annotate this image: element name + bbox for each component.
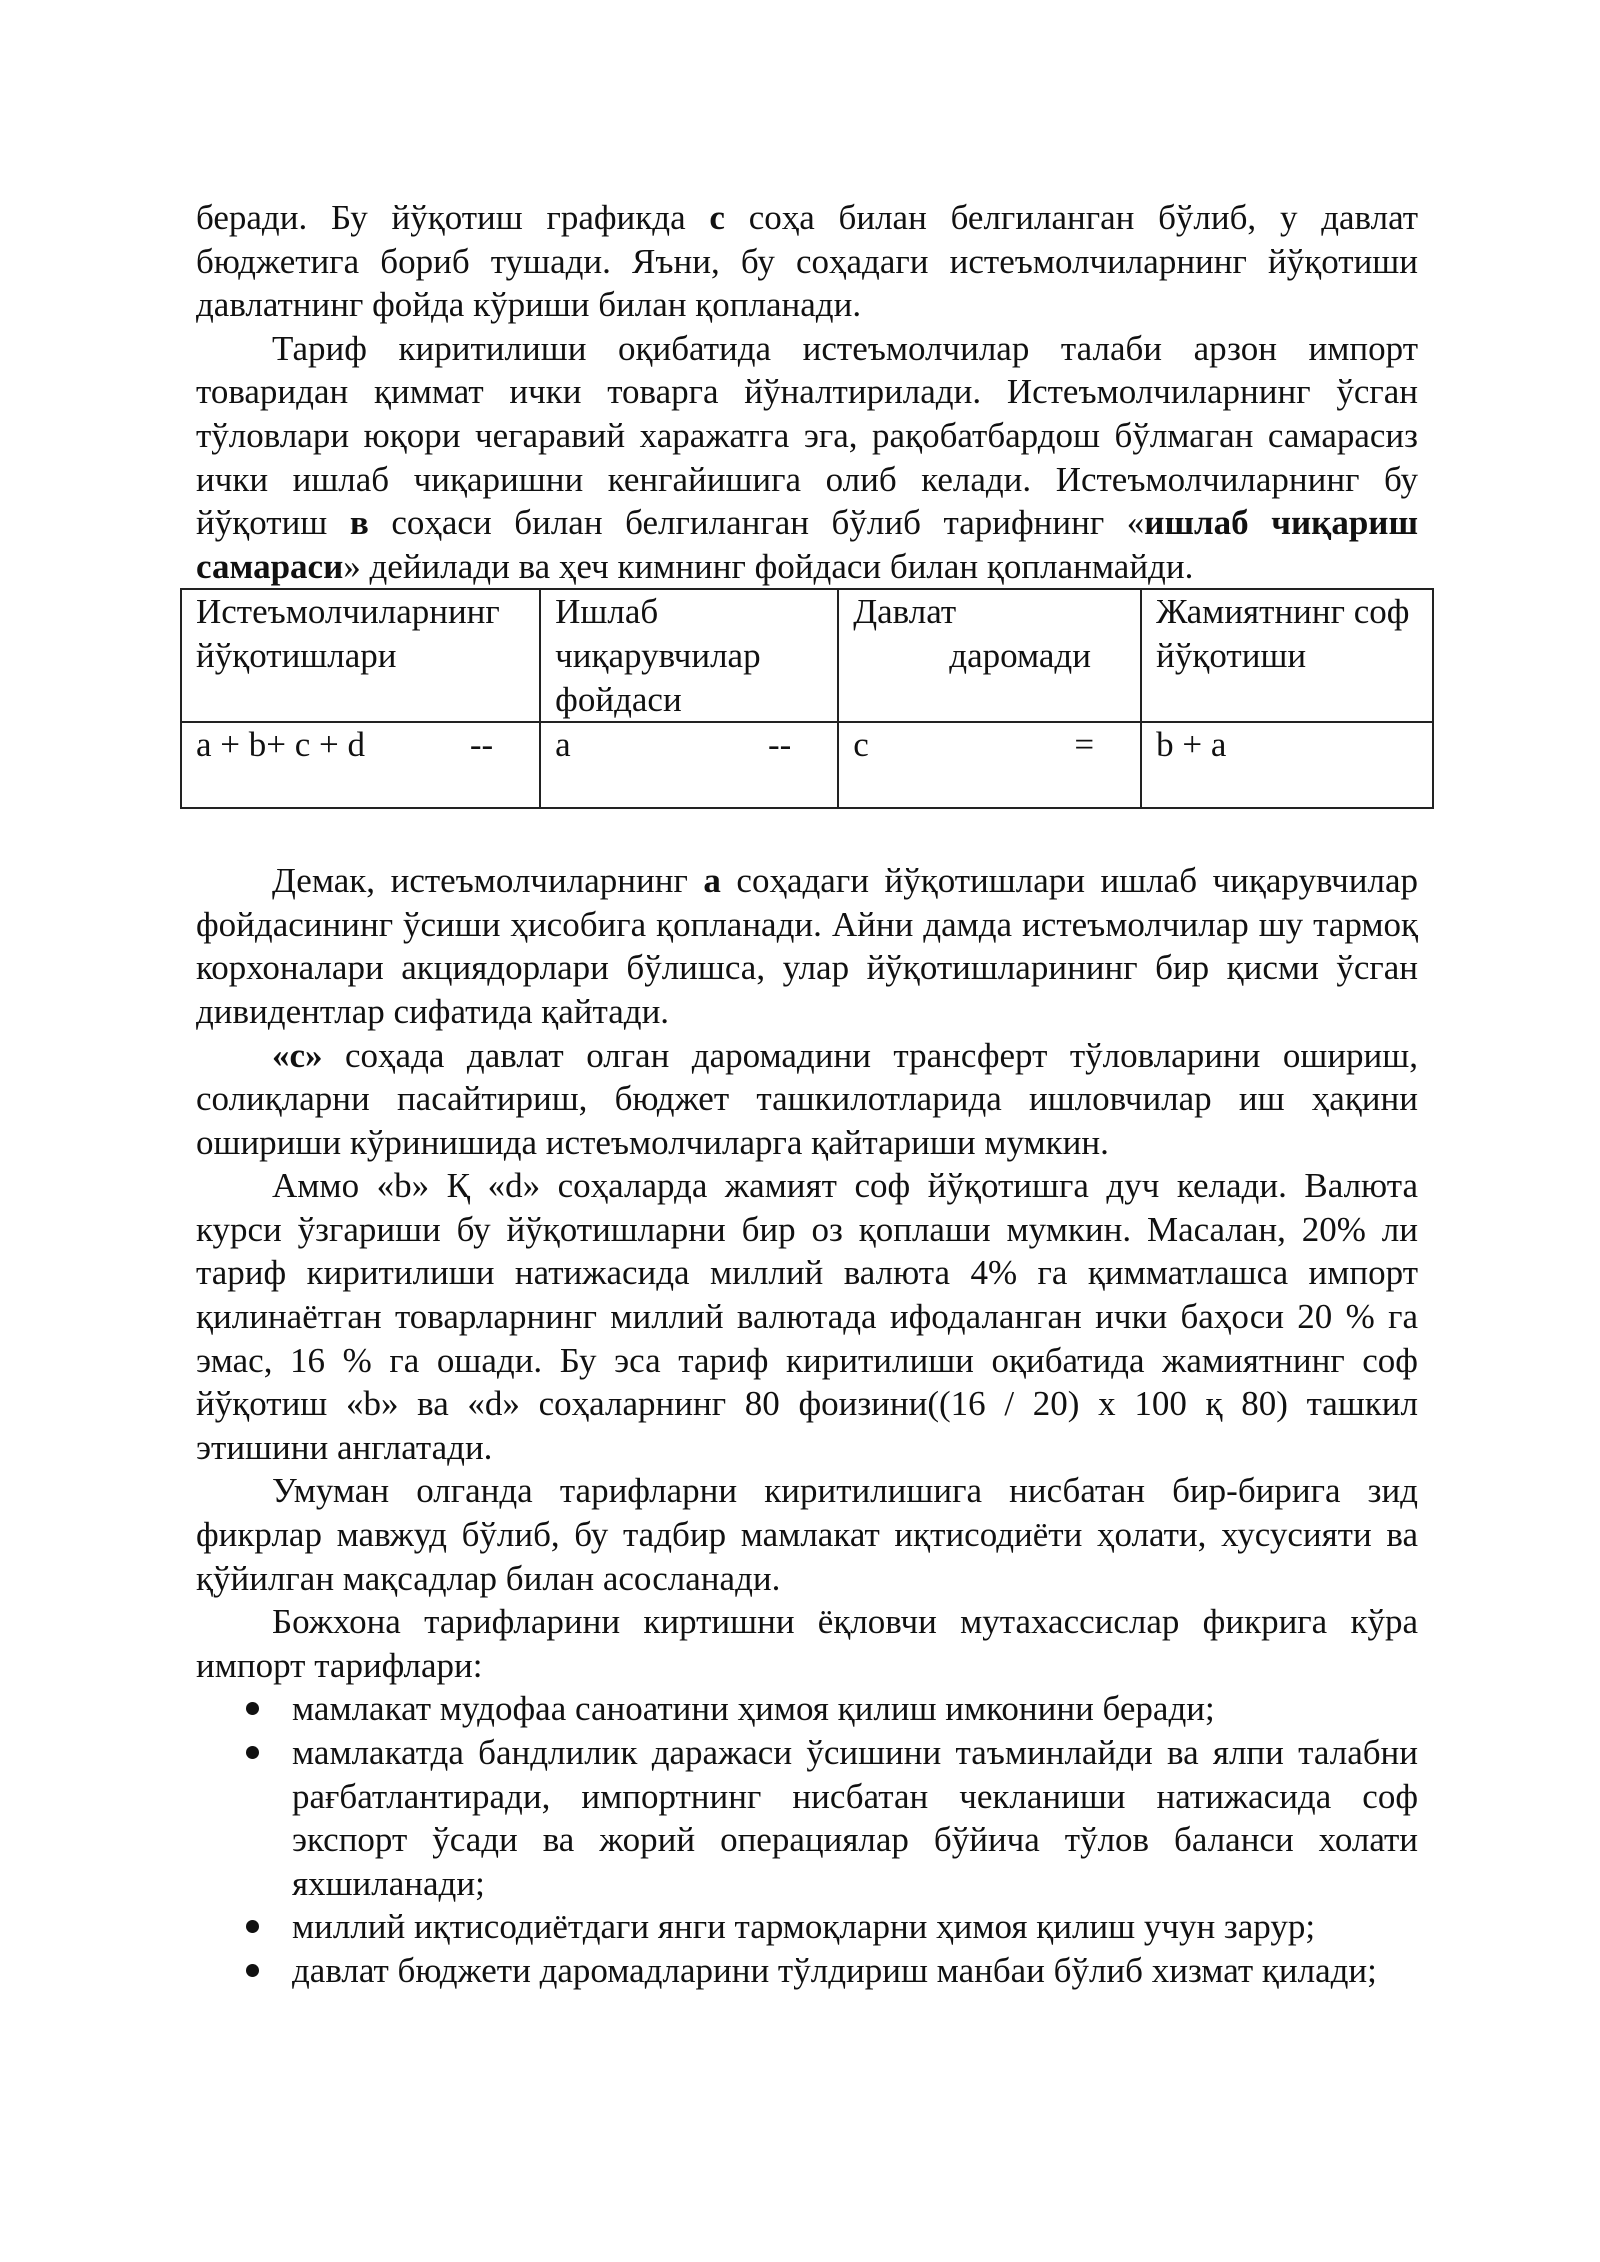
list-item bbox=[196, 1687, 1418, 1731]
list-item-text: мамлакатда бандлилик даражаси ўсишини таъминлайди ва ялпи талабни рағбатлантиради, импортнинг нисбатан чекланиши натижасида соф экспорт ўсади ва жорий операциялар бўйича тўлов баланси холати яхшиланади; bbox=[292, 1733, 1418, 1903]
table-header-net-loss bbox=[1141, 589, 1433, 722]
paragraph-7: Божхона тарифларини киртишни ёқловчи мутахассислар фикрига кўра импорт тарифлари: bbox=[196, 1602, 1418, 1685]
paragraph-2 bbox=[196, 327, 1418, 589]
paragraph-3-text-2: соҳадаги йўқотишлари ишлаб чиқарувчилар фойдасининг ўсиши ҳисобига қопланади. Айни дамда истеъмолчилар шу тармоқ корхоналари акциядорлари бўлишса, улар йўқотишларининг бир қисми ўсган дивидентлар сифатида қайтади. bbox=[196, 861, 1418, 1031]
cell-operator: = bbox=[1074, 725, 1095, 765]
table-header-row bbox=[181, 589, 1433, 722]
table-cell-consumer-losses bbox=[181, 722, 540, 808]
table-header-government-revenue bbox=[838, 589, 1141, 722]
header-text: Давлат bbox=[853, 592, 957, 632]
list-item-text: давлат бюджети даромадларини тўлдириш манбаи бўлиб хизмат қилади; bbox=[292, 1950, 1377, 1990]
list-item bbox=[196, 1731, 1418, 1905]
cell-value: c bbox=[853, 725, 869, 765]
tariff-effects-table bbox=[180, 588, 1434, 809]
table-header-producer-profit bbox=[540, 589, 838, 722]
cell-value: a bbox=[555, 725, 571, 765]
bullet-icon bbox=[246, 1964, 259, 1977]
header-text: Ишлаб чиқарувчилар фойдаси bbox=[555, 592, 761, 719]
list-item bbox=[196, 1949, 1418, 1993]
table-cell-government-revenue bbox=[838, 722, 1141, 808]
paragraph-3-bold: а bbox=[703, 861, 721, 901]
paragraph-2-text-3: » дейилади ва ҳеч кимнинг фойдаси билан қопланмайди. bbox=[343, 546, 1194, 586]
paragraph-4 bbox=[196, 1034, 1418, 1165]
header-text-2: даромади bbox=[949, 635, 1091, 675]
paragraph-1 bbox=[196, 196, 1418, 327]
paragraph-5: Аммо «b» Қ «d» соҳаларда жамият соф йўқотишга дуч келади. Валюта курси ўзгариши бу йўқотишларни бир оз қоплаши мумкин. Масалан, 20% ли тариф киритилиши натижасида миллий валюта 4% га қимматлашса импорт қилинаётган товарларнинг миллий валютада ифодаланган ички баҳоси 20 % га эмас, 16 % га ошади. Бу эса тариф киритилиши оқибатида жамиятнинг соф йўқотиш «b» ва «d» соҳаларнинг 80 фоизини((16 / 20) х 100 қ 80) ташкил этишини англатади. bbox=[196, 1166, 1418, 1467]
bullet-icon bbox=[246, 1920, 259, 1933]
paragraph-4-bold: «с» bbox=[272, 1035, 323, 1075]
bullet-list bbox=[196, 1687, 1418, 1992]
paragraph-3-text: Демак, истеъмолчиларнинг bbox=[272, 861, 704, 901]
cell-operator: -- bbox=[767, 725, 792, 765]
list-item-text: миллий иқтисодиётдаги янги тармоқларни ҳимоя қилиш учун зарур; bbox=[292, 1907, 1316, 1947]
bullet-icon bbox=[246, 1702, 259, 1715]
cell-operator: -- bbox=[469, 725, 494, 765]
table-cell-net-loss bbox=[1141, 722, 1433, 808]
bullet-icon bbox=[246, 1746, 259, 1759]
document-body bbox=[196, 196, 1418, 1993]
paragraph-1-bold: с bbox=[709, 198, 725, 237]
list-item-text: мамлакат мудофаа саноатини ҳимоя қилиш имконини беради; bbox=[292, 1689, 1215, 1729]
table-cell-producer-profit bbox=[540, 722, 838, 808]
paragraph-1-text-2: соҳа билан белгиланган бўлиб, у давлат бюджетига бориб тушади. Яъни, бу соҳадаги истеъмолчиларнинг йўқотиши давлатнинг фойда кўриши билан қопланади. bbox=[196, 198, 1419, 325]
paragraph-1-text: беради. Бу йўқотиш графикда bbox=[196, 198, 710, 237]
table-row bbox=[181, 722, 1433, 808]
paragraph-2-text: Тариф киритилиши оқибатида истеъмолчилар талаби арзон импорт товаридан қиммат ички товарга йўналтирилади. Истеъмолчиларнинг ўсган тўловлари юқори чегаравий харажатга эга, рақобатбардош бўлмаган самарасиз ички ишлаб чиқаришни кенгайишига олиб келади. Истеъмолчиларнинг бу йўқотиш bbox=[196, 328, 1418, 543]
cell-value: b + a bbox=[1156, 725, 1227, 765]
list-item bbox=[196, 1905, 1418, 1949]
table-header-consumer-losses bbox=[181, 589, 540, 722]
spacer bbox=[196, 809, 1418, 859]
header-text: Жамиятнинг соф йўқотиши bbox=[1156, 592, 1410, 675]
paragraph-4-text: соҳада давлат олган даромадини трансферт тўловларини ошириш, солиқларни пасайтириш, бюджет ташкилотларида ишловчилар иш ҳақини ошириши кўринишида истеъмолчиларга қайтариши мумкин. bbox=[196, 1035, 1418, 1162]
header-text: Истеъмолчиларнинг йўқотишлари bbox=[196, 592, 500, 675]
paragraph-2-bold: в bbox=[349, 503, 369, 543]
paragraph-3 bbox=[196, 859, 1418, 1033]
paragraph-2-bold-term: ишлаб чиқариш самараси bbox=[196, 503, 1418, 586]
cell-value: a + b+ c + d bbox=[196, 725, 366, 765]
paragraph-2-text-2: соҳаси билан белгиланган бўлиб тарифнинг « bbox=[368, 503, 1145, 543]
paragraph-6: Умуман олганда тарифларни киритилишига нисбатан бир-бирига зид фикрлар мавжуд бўлиб, бу тадбир мамлакат иқтисодиёти ҳолати, хусусияти ва қўйилган мақсадлар билан асосланади. bbox=[196, 1471, 1418, 1598]
